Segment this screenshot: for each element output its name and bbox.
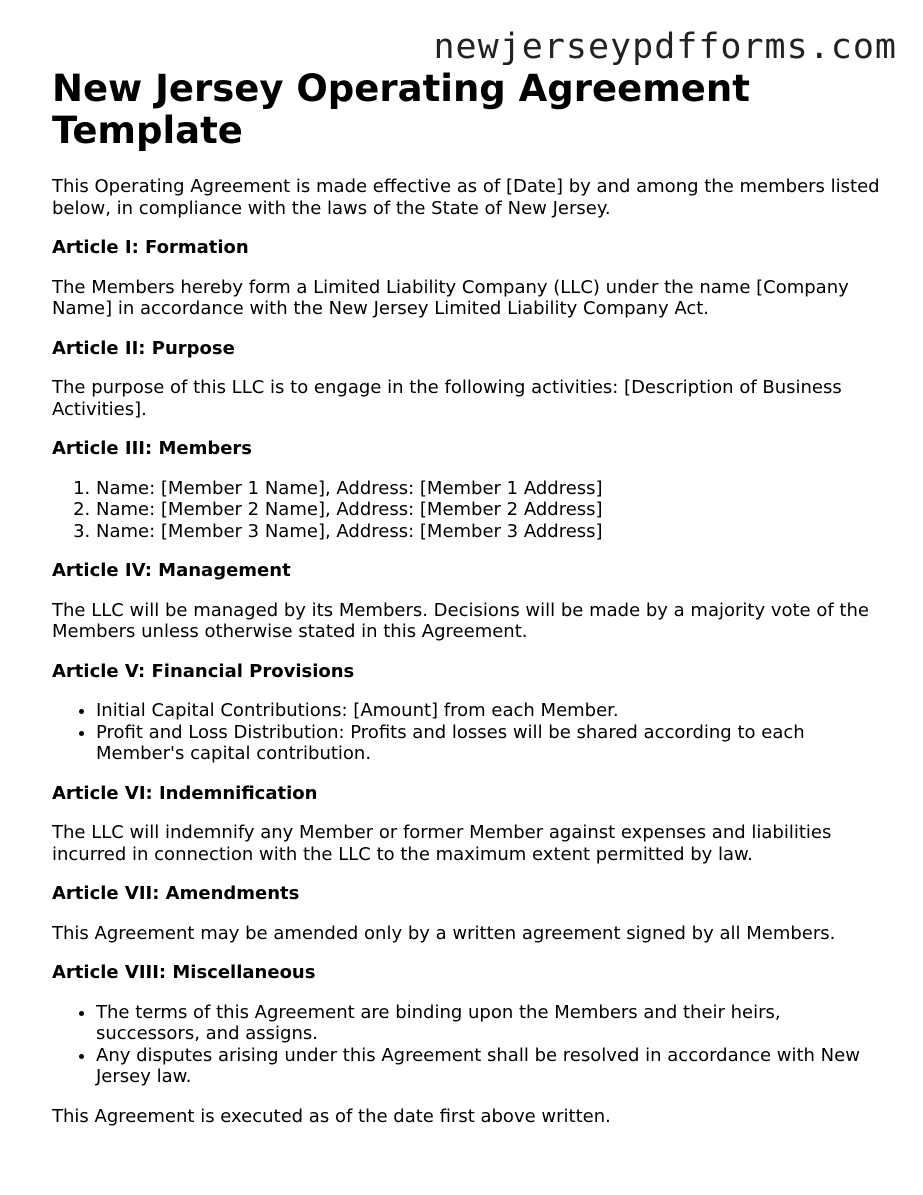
list-item: • The terms of this Agreement are binding upon the Members and their heirs, successors, and assigns. <box>96 1002 882 1045</box>
article-indemnification-text: The LLC will indemnify any Member or former Member against expenses and liabilities incurred in connection with the LLC to the maximum extent permitted by law. <box>52 822 832 865</box>
article-members-heading: Article III: Members <box>52 438 253 459</box>
members-list <box>52 478 882 543</box>
list-item: • Profit and Loss Distribution: Profits and losses will be shared according to each Member's capital contribution. <box>96 722 882 765</box>
list-item: • Any disputes arising under this Agreement shall be resolved in accordance with New Jersey law. <box>96 1045 882 1088</box>
article-indemnification-heading: Article VI: Indemnification <box>52 782 318 804</box>
list-item: 1. Name: [Member 1 Name], Address: [Member 1 Address] <box>96 478 882 500</box>
article-purpose-text: The purpose of this LLC is to engage in the following activities: [Description of Business Activities]. <box>52 377 842 420</box>
article-miscellaneous-heading: Article VIII: Miscellaneous <box>52 962 316 983</box>
list-item: 2. Name: [Member 2 Name], Address: [Member 2 Address] <box>96 499 882 521</box>
article-formation-text: The Members hereby form a Limited Liability Company (LLC) under the name [Company Name] in accordance with the New Jersey Limited Liability Company Act. <box>52 276 849 319</box>
miscellaneous-list <box>52 1002 882 1088</box>
closing-statement: This Agreement is executed as of the date first above written. <box>52 1105 611 1127</box>
site-watermark: newjerseypdfforms.com <box>433 27 897 67</box>
document-body <box>52 68 882 1127</box>
article-amendments-text: This Agreement may be amended only by a written agreement signed by all Members. <box>52 922 836 944</box>
list-item: 3. Name: [Member 3 Name], Address: [Member 3 Address] <box>96 521 882 543</box>
article-financial-heading: Article V: Financial Provisions <box>52 660 355 682</box>
article-amendments-heading: Article VII: Amendments <box>52 883 300 904</box>
intro-paragraph: This Operating Agreement is made effective as of [Date] by and among the members listed below, in compliance with the laws of the State of New Jersey. <box>52 176 880 219</box>
document-title: New Jersey Operating Agreement Template <box>52 67 750 152</box>
article-purpose-heading: Article II: Purpose <box>52 337 235 359</box>
financial-provisions-list <box>52 700 882 765</box>
article-formation-heading: Article I: Formation <box>52 237 249 258</box>
list-item: • Initial Capital Contributions: [Amount] from each Member. <box>96 700 882 722</box>
article-management-text: The LLC will be managed by its Members. Decisions will be made by a majority vote of the Members unless otherwise stated in this Agreement. <box>52 599 869 642</box>
article-management-heading: Article IV: Management <box>52 560 291 581</box>
